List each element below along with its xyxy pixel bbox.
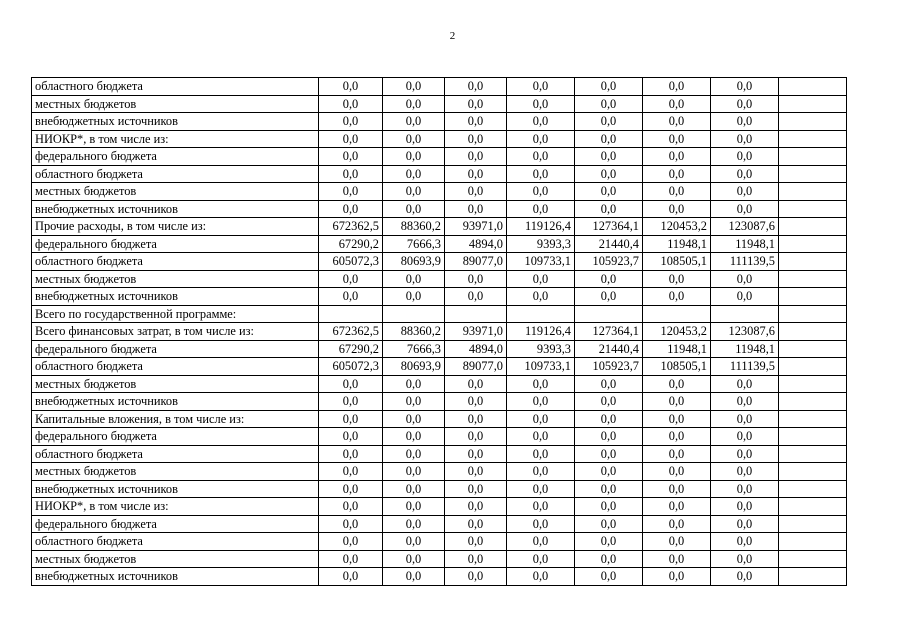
value-cell: 0,0 (507, 533, 575, 551)
value-cell: 0,0 (643, 393, 711, 411)
value-cell: 0,0 (711, 200, 779, 218)
value-cell: 21440,4 (575, 340, 643, 358)
empty-cell (779, 200, 847, 218)
value-cell: 67290,2 (319, 235, 383, 253)
value-cell: 0,0 (383, 568, 445, 586)
empty-cell (779, 78, 847, 96)
value-cell: 111139,5 (711, 253, 779, 271)
value-cell: 0,0 (507, 113, 575, 131)
value-cell: 0,0 (507, 270, 575, 288)
value-cell: 0,0 (319, 270, 383, 288)
value-cell: 88360,2 (383, 218, 445, 236)
empty-cell (779, 498, 847, 516)
value-cell: 0,0 (575, 533, 643, 551)
value-cell: 0,0 (711, 95, 779, 113)
row-label: областного бюджета (32, 358, 319, 376)
value-cell: 123087,6 (711, 218, 779, 236)
empty-cell (779, 515, 847, 533)
row-label: местных бюджетов (32, 463, 319, 481)
value-cell: 0,0 (711, 270, 779, 288)
value-cell: 0,0 (319, 410, 383, 428)
value-cell: 0,0 (383, 113, 445, 131)
value-cell: 108505,1 (643, 253, 711, 271)
row-label: Прочие расходы, в том числе из: (32, 218, 319, 236)
value-cell: 0,0 (643, 445, 711, 463)
value-cell: 0,0 (319, 183, 383, 201)
value-cell: 0,0 (319, 568, 383, 586)
value-cell: 0,0 (445, 428, 507, 446)
value-cell: 0,0 (445, 533, 507, 551)
value-cell: 67290,2 (319, 340, 383, 358)
value-cell: 108505,1 (643, 358, 711, 376)
table-row (32, 568, 847, 586)
value-cell: 0,0 (383, 550, 445, 568)
value-cell: 0,0 (643, 270, 711, 288)
row-label: местных бюджетов (32, 375, 319, 393)
value-cell: 0,0 (643, 183, 711, 201)
table-row (32, 428, 847, 446)
empty-cell (779, 130, 847, 148)
value-cell: 7666,3 (383, 340, 445, 358)
page-number: 2 (449, 30, 456, 42)
value-cell: 0,0 (575, 130, 643, 148)
value-cell: 0,0 (383, 183, 445, 201)
row-label: областного бюджета (32, 165, 319, 183)
value-cell: 0,0 (643, 148, 711, 166)
value-cell: 0,0 (445, 393, 507, 411)
value-cell: 0,0 (507, 288, 575, 306)
row-label: внебюджетных источников (32, 200, 319, 218)
table-row (32, 358, 847, 376)
row-label: Всего по государственной программе: (32, 305, 319, 323)
table-row (32, 375, 847, 393)
value-cell: 0,0 (575, 200, 643, 218)
row-label: внебюджетных источников (32, 393, 319, 411)
empty-cell (779, 428, 847, 446)
table-row (32, 113, 847, 131)
value-cell: 0,0 (643, 78, 711, 96)
value-cell (575, 305, 643, 323)
value-cell: 0,0 (711, 445, 779, 463)
value-cell: 0,0 (575, 393, 643, 411)
value-cell: 0,0 (643, 480, 711, 498)
value-cell: 4894,0 (445, 235, 507, 253)
value-cell: 0,0 (643, 200, 711, 218)
value-cell (643, 305, 711, 323)
value-cell: 672362,5 (319, 323, 383, 341)
table-row (32, 445, 847, 463)
value-cell: 11948,1 (711, 235, 779, 253)
table-row (32, 533, 847, 551)
value-cell: 0,0 (445, 480, 507, 498)
value-cell: 11948,1 (711, 340, 779, 358)
value-cell: 0,0 (507, 550, 575, 568)
value-cell: 0,0 (383, 410, 445, 428)
value-cell: 0,0 (383, 498, 445, 516)
value-cell: 0,0 (445, 498, 507, 516)
value-cell: 0,0 (711, 393, 779, 411)
value-cell: 0,0 (507, 428, 575, 446)
value-cell: 0,0 (383, 130, 445, 148)
value-cell (383, 305, 445, 323)
value-cell: 105923,7 (575, 253, 643, 271)
value-cell: 9393,3 (507, 340, 575, 358)
value-cell: 0,0 (711, 288, 779, 306)
value-cell: 0,0 (575, 428, 643, 446)
value-cell: 0,0 (575, 515, 643, 533)
value-cell: 0,0 (575, 445, 643, 463)
value-cell: 123087,6 (711, 323, 779, 341)
value-cell: 0,0 (575, 148, 643, 166)
value-cell: 0,0 (445, 200, 507, 218)
value-cell: 0,0 (575, 270, 643, 288)
value-cell: 0,0 (711, 130, 779, 148)
empty-cell (779, 340, 847, 358)
value-cell: 0,0 (711, 183, 779, 201)
value-cell: 0,0 (507, 148, 575, 166)
value-cell: 0,0 (383, 165, 445, 183)
value-cell: 0,0 (711, 480, 779, 498)
table-row (32, 323, 847, 341)
row-label: областного бюджета (32, 78, 319, 96)
value-cell: 0,0 (575, 375, 643, 393)
value-cell: 0,0 (319, 550, 383, 568)
value-cell: 0,0 (575, 498, 643, 516)
empty-cell (779, 148, 847, 166)
value-cell: 0,0 (319, 428, 383, 446)
row-label: федерального бюджета (32, 428, 319, 446)
empty-cell (779, 113, 847, 131)
value-cell: 0,0 (383, 428, 445, 446)
value-cell: 89077,0 (445, 253, 507, 271)
value-cell: 93971,0 (445, 323, 507, 341)
value-cell: 0,0 (319, 78, 383, 96)
value-cell: 0,0 (383, 200, 445, 218)
value-cell: 0,0 (575, 78, 643, 96)
value-cell: 0,0 (445, 95, 507, 113)
value-cell: 0,0 (445, 515, 507, 533)
empty-cell (779, 410, 847, 428)
empty-cell (779, 253, 847, 271)
value-cell: 0,0 (507, 445, 575, 463)
value-cell: 0,0 (319, 533, 383, 551)
value-cell: 0,0 (711, 550, 779, 568)
value-cell: 0,0 (445, 183, 507, 201)
value-cell: 0,0 (507, 393, 575, 411)
value-cell: 88360,2 (383, 323, 445, 341)
value-cell: 0,0 (445, 410, 507, 428)
value-cell: 0,0 (575, 463, 643, 481)
value-cell: 0,0 (643, 288, 711, 306)
table-row (32, 515, 847, 533)
value-cell: 0,0 (319, 288, 383, 306)
row-label: федерального бюджета (32, 235, 319, 253)
value-cell: 0,0 (319, 148, 383, 166)
value-cell: 120453,2 (643, 323, 711, 341)
value-cell: 21440,4 (575, 235, 643, 253)
table-row (32, 393, 847, 411)
value-cell: 0,0 (319, 130, 383, 148)
value-cell: 0,0 (319, 375, 383, 393)
row-label: федерального бюджета (32, 148, 319, 166)
table-row (32, 463, 847, 481)
value-cell: 105923,7 (575, 358, 643, 376)
value-cell: 0,0 (507, 480, 575, 498)
empty-cell (779, 445, 847, 463)
value-cell: 0,0 (319, 95, 383, 113)
empty-cell (779, 183, 847, 201)
value-cell: 0,0 (445, 550, 507, 568)
value-cell: 80693,9 (383, 253, 445, 271)
value-cell: 0,0 (575, 550, 643, 568)
row-label: внебюджетных источников (32, 288, 319, 306)
empty-cell (779, 165, 847, 183)
value-cell: 0,0 (383, 463, 445, 481)
value-cell: 0,0 (643, 550, 711, 568)
value-cell: 0,0 (575, 288, 643, 306)
value-cell: 672362,5 (319, 218, 383, 236)
row-label: местных бюджетов (32, 183, 319, 201)
value-cell: 0,0 (643, 428, 711, 446)
table-row (32, 410, 847, 428)
table-row (32, 218, 847, 236)
value-cell: 0,0 (319, 165, 383, 183)
value-cell: 4894,0 (445, 340, 507, 358)
table-row (32, 305, 847, 323)
empty-cell (779, 305, 847, 323)
row-label: федерального бюджета (32, 340, 319, 358)
empty-cell (779, 323, 847, 341)
value-cell: 0,0 (643, 498, 711, 516)
empty-cell (779, 550, 847, 568)
value-cell: 0,0 (507, 463, 575, 481)
value-cell: 0,0 (383, 533, 445, 551)
value-cell: 89077,0 (445, 358, 507, 376)
table-row (32, 183, 847, 201)
value-cell: 0,0 (711, 165, 779, 183)
value-cell: 0,0 (319, 445, 383, 463)
value-cell: 9393,3 (507, 235, 575, 253)
value-cell: 0,0 (319, 200, 383, 218)
row-label: НИОКР*, в том числе из: (32, 498, 319, 516)
value-cell: 0,0 (575, 165, 643, 183)
table-row (32, 480, 847, 498)
value-cell: 0,0 (507, 183, 575, 201)
value-cell: 119126,4 (507, 218, 575, 236)
row-label: Всего финансовых затрат, в том числе из: (32, 323, 319, 341)
value-cell: 7666,3 (383, 235, 445, 253)
empty-cell (779, 270, 847, 288)
row-label: областного бюджета (32, 533, 319, 551)
row-label: федерального бюджета (32, 515, 319, 533)
empty-cell (779, 463, 847, 481)
value-cell: 0,0 (643, 568, 711, 586)
value-cell: 93971,0 (445, 218, 507, 236)
value-cell: 11948,1 (643, 235, 711, 253)
row-label: областного бюджета (32, 445, 319, 463)
value-cell: 0,0 (383, 78, 445, 96)
value-cell: 0,0 (507, 410, 575, 428)
row-label: внебюджетных источников (32, 113, 319, 131)
value-cell: 0,0 (383, 393, 445, 411)
value-cell: 0,0 (445, 148, 507, 166)
value-cell: 109733,1 (507, 358, 575, 376)
value-cell: 0,0 (507, 200, 575, 218)
value-cell: 0,0 (445, 130, 507, 148)
table-row (32, 550, 847, 568)
value-cell: 0,0 (643, 463, 711, 481)
value-cell: 80693,9 (383, 358, 445, 376)
row-label: НИОКР*, в том числе из: (32, 130, 319, 148)
value-cell (507, 305, 575, 323)
value-cell: 109733,1 (507, 253, 575, 271)
value-cell: 0,0 (507, 498, 575, 516)
value-cell: 0,0 (711, 498, 779, 516)
value-cell: 0,0 (711, 463, 779, 481)
value-cell: 0,0 (445, 165, 507, 183)
value-cell: 0,0 (711, 148, 779, 166)
empty-cell (779, 393, 847, 411)
table-row (32, 270, 847, 288)
value-cell: 0,0 (575, 410, 643, 428)
value-cell: 0,0 (383, 148, 445, 166)
budget-table (31, 77, 847, 586)
empty-cell (779, 218, 847, 236)
budget-table-body (32, 78, 847, 586)
table-row (32, 340, 847, 358)
value-cell: 0,0 (507, 78, 575, 96)
value-cell: 0,0 (319, 480, 383, 498)
value-cell: 0,0 (445, 78, 507, 96)
value-cell: 0,0 (575, 183, 643, 201)
value-cell: 127364,1 (575, 323, 643, 341)
empty-cell (779, 95, 847, 113)
value-cell: 0,0 (575, 95, 643, 113)
value-cell: 0,0 (575, 568, 643, 586)
value-cell: 0,0 (383, 270, 445, 288)
value-cell: 0,0 (711, 375, 779, 393)
row-label: внебюджетных источников (32, 480, 319, 498)
row-label: Капитальные вложения, в том числе из: (32, 410, 319, 428)
value-cell: 0,0 (711, 515, 779, 533)
table-row (32, 130, 847, 148)
table-row (32, 95, 847, 113)
value-cell: 0,0 (445, 463, 507, 481)
value-cell: 0,0 (319, 515, 383, 533)
empty-cell (779, 533, 847, 551)
value-cell: 0,0 (643, 113, 711, 131)
row-label: внебюджетных источников (32, 568, 319, 586)
value-cell: 605072,3 (319, 358, 383, 376)
value-cell: 0,0 (507, 95, 575, 113)
value-cell: 0,0 (383, 375, 445, 393)
value-cell (319, 305, 383, 323)
value-cell: 605072,3 (319, 253, 383, 271)
empty-cell (779, 568, 847, 586)
value-cell: 120453,2 (643, 218, 711, 236)
value-cell: 0,0 (643, 515, 711, 533)
value-cell: 0,0 (319, 463, 383, 481)
value-cell: 0,0 (643, 95, 711, 113)
value-cell: 0,0 (507, 165, 575, 183)
value-cell: 0,0 (445, 113, 507, 131)
value-cell: 127364,1 (575, 218, 643, 236)
value-cell: 0,0 (445, 375, 507, 393)
value-cell: 0,0 (507, 568, 575, 586)
value-cell: 0,0 (383, 515, 445, 533)
value-cell: 0,0 (445, 568, 507, 586)
value-cell: 0,0 (507, 130, 575, 148)
value-cell: 0,0 (507, 375, 575, 393)
value-cell: 111139,5 (711, 358, 779, 376)
empty-cell (779, 288, 847, 306)
value-cell: 0,0 (643, 130, 711, 148)
value-cell: 0,0 (711, 113, 779, 131)
value-cell: 0,0 (575, 113, 643, 131)
value-cell (711, 305, 779, 323)
value-cell: 0,0 (643, 375, 711, 393)
value-cell: 0,0 (507, 515, 575, 533)
value-cell: 0,0 (319, 113, 383, 131)
table-row (32, 235, 847, 253)
value-cell: 0,0 (711, 410, 779, 428)
empty-cell (779, 235, 847, 253)
row-label: местных бюджетов (32, 95, 319, 113)
row-label: местных бюджетов (32, 550, 319, 568)
value-cell: 0,0 (383, 95, 445, 113)
value-cell: 0,0 (383, 480, 445, 498)
value-cell: 0,0 (711, 568, 779, 586)
value-cell: 0,0 (383, 288, 445, 306)
row-label: местных бюджетов (32, 270, 319, 288)
value-cell (445, 305, 507, 323)
table-row (32, 78, 847, 96)
value-cell: 0,0 (445, 445, 507, 463)
table-row (32, 288, 847, 306)
empty-cell (779, 358, 847, 376)
value-cell: 0,0 (711, 78, 779, 96)
value-cell: 0,0 (319, 393, 383, 411)
value-cell: 119126,4 (507, 323, 575, 341)
table-row (32, 253, 847, 271)
value-cell: 0,0 (383, 445, 445, 463)
value-cell: 0,0 (643, 410, 711, 428)
value-cell: 0,0 (711, 428, 779, 446)
value-cell: 0,0 (643, 165, 711, 183)
value-cell: 0,0 (445, 288, 507, 306)
value-cell: 0,0 (319, 498, 383, 516)
empty-cell (779, 375, 847, 393)
table-row (32, 165, 847, 183)
value-cell: 0,0 (711, 533, 779, 551)
value-cell: 11948,1 (643, 340, 711, 358)
value-cell: 0,0 (643, 533, 711, 551)
table-row (32, 498, 847, 516)
empty-cell (779, 480, 847, 498)
value-cell: 0,0 (445, 270, 507, 288)
row-label: областного бюджета (32, 253, 319, 271)
table-row (32, 148, 847, 166)
value-cell: 0,0 (575, 480, 643, 498)
table-row (32, 200, 847, 218)
